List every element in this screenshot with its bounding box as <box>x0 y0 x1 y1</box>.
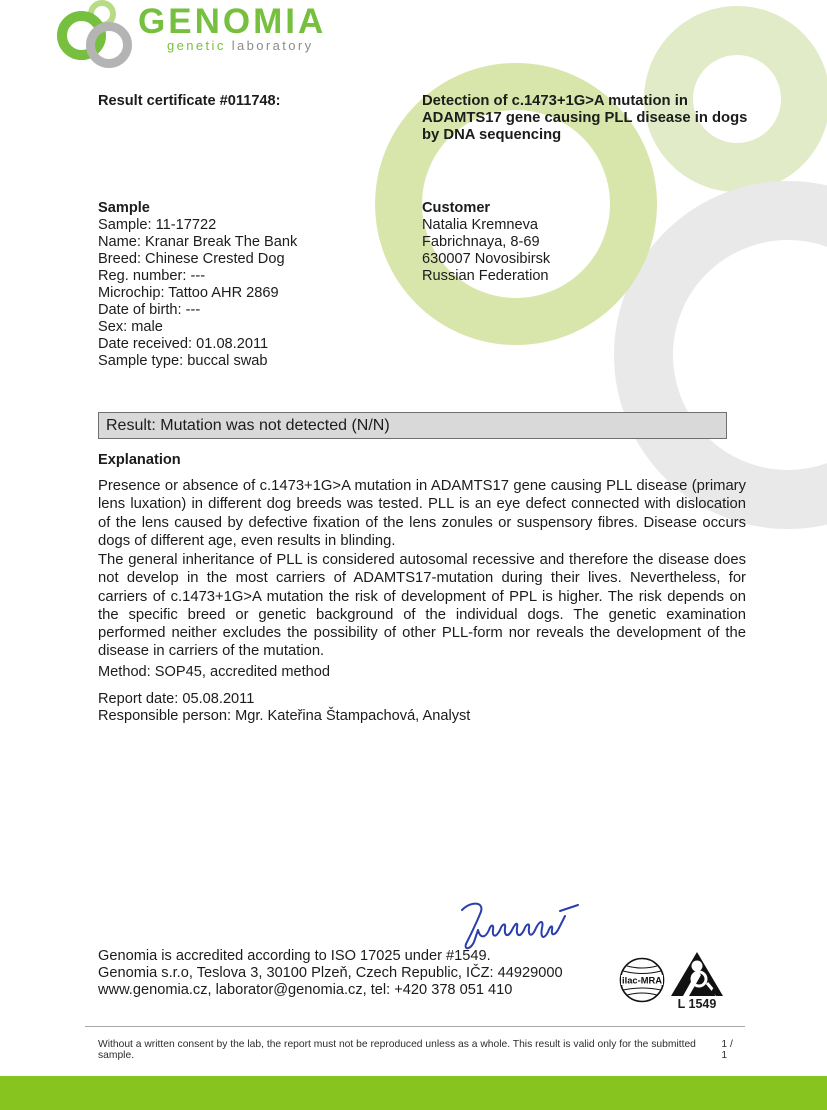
footer-accreditation-line: Genomia is accredited according to ISO 17025 under #1549. <box>98 948 491 964</box>
disclaimer-text: Without a written consent by the lab, the report must not be reproduced unless as a whole. This result is valid only for the submitted sample. <box>98 1039 696 1061</box>
disclaimer-row <box>98 1039 741 1061</box>
footer-address-line: Genomia s.r.o, Teslova 3, 30100 Plzeň, Czech Republic, IČZ: 44929000 <box>98 965 563 981</box>
logo-subtitle-laboratory: laboratory <box>231 38 314 53</box>
ilac-mra-label: ilac-MRA <box>622 975 663 986</box>
sample-birth-date: Date of birth: --- <box>98 302 201 318</box>
footer-divider <box>85 1026 745 1027</box>
sample-name: Name: Kranar Break The Bank <box>98 234 298 250</box>
result-box: Result: Mutation was not detected (N/N) <box>98 412 727 439</box>
bottom-green-bar <box>0 1076 827 1110</box>
page-number: 1 / 1 <box>721 1039 733 1061</box>
genomia-logo <box>0 0 400 70</box>
explanation-heading: Explanation <box>98 452 181 468</box>
signature <box>440 898 610 953</box>
logo-ring-gray-icon <box>86 22 132 68</box>
logo-subtitle-genetic: genetic <box>167 38 226 53</box>
method-line: Method: SOP45, accredited method <box>98 664 331 680</box>
sample-date-received: Date received: 01.08.2011 <box>98 336 269 352</box>
logo-subtitle <box>167 38 314 53</box>
logo-wordmark: GENOMIA <box>138 2 327 41</box>
cia-accreditation-logo <box>670 951 724 997</box>
sample-section <box>98 200 418 370</box>
explanation-paragraph-1: Presence or absence of c.1473+1G>A mutation in ADAMTS17 gene causing PLL disease (primary lens luxation) in different dog breeds was tested. PLL is an eye defect connected with dislocation of the lens caused by defective fixation of the lens zonules or suspensory fibres. Disease occurs dogs of different age, even results in blinding. <box>98 478 746 549</box>
customer-section <box>422 200 722 285</box>
customer-street: Fabrichnaya, 8-69 <box>422 234 540 250</box>
test-title-line: Detection of c.1473+1G>A mutation in <box>422 93 688 109</box>
footer-contact-line: www.genomia.cz, laborator@genomia.cz, tel: +420 378 051 410 <box>98 982 513 998</box>
test-title-line: by DNA sequencing <box>422 127 562 143</box>
customer-city: 630007 Novosibirsk <box>422 251 551 267</box>
sample-type: Sample type: buccal swab <box>98 353 268 369</box>
test-title <box>422 93 752 144</box>
sample-heading: Sample <box>98 200 150 216</box>
sample-id: Sample: 11-17722 <box>98 217 217 233</box>
customer-country: Russian Federation <box>422 268 549 284</box>
certificate-number: Result certificate #011748: <box>98 93 281 109</box>
sample-sex: Sex: male <box>98 319 163 335</box>
customer-heading: Customer <box>422 200 491 216</box>
explanation-paragraph-2: The general inheritance of PLL is considered autosomal recessive and therefore the disease does not develop in the most carriers of ADAMTS17-mutation during their lives. Nevertheless, for carriers of c.1473+1G>A mutation the risk of development of PPL is higher. The risk depends on the specific breed or genetic background of the individual dogs. The genetic examination performed neither excludes the possibility of other PLL-form nor reveals the development of the disease in carriers of the mutation. <box>98 552 746 660</box>
test-title-line: ADAMTS17 gene causing PLL disease in dogs <box>422 110 748 126</box>
accreditation-number-label: L 1549 <box>677 997 717 1011</box>
sample-reg-number: Reg. number: --- <box>98 268 206 284</box>
sample-breed: Breed: Chinese Crested Dog <box>98 251 285 267</box>
sample-microchip: Microchip: Tattoo AHR 2869 <box>98 285 279 301</box>
customer-name: Natalia Kremneva <box>422 217 538 233</box>
ilac-mra-logo <box>619 957 665 1003</box>
report-date-line: Report date: 05.08.2011 <box>98 691 255 707</box>
responsible-person-line: Responsible person: Mgr. Kateřina Štampachová, Analyst <box>98 708 471 724</box>
